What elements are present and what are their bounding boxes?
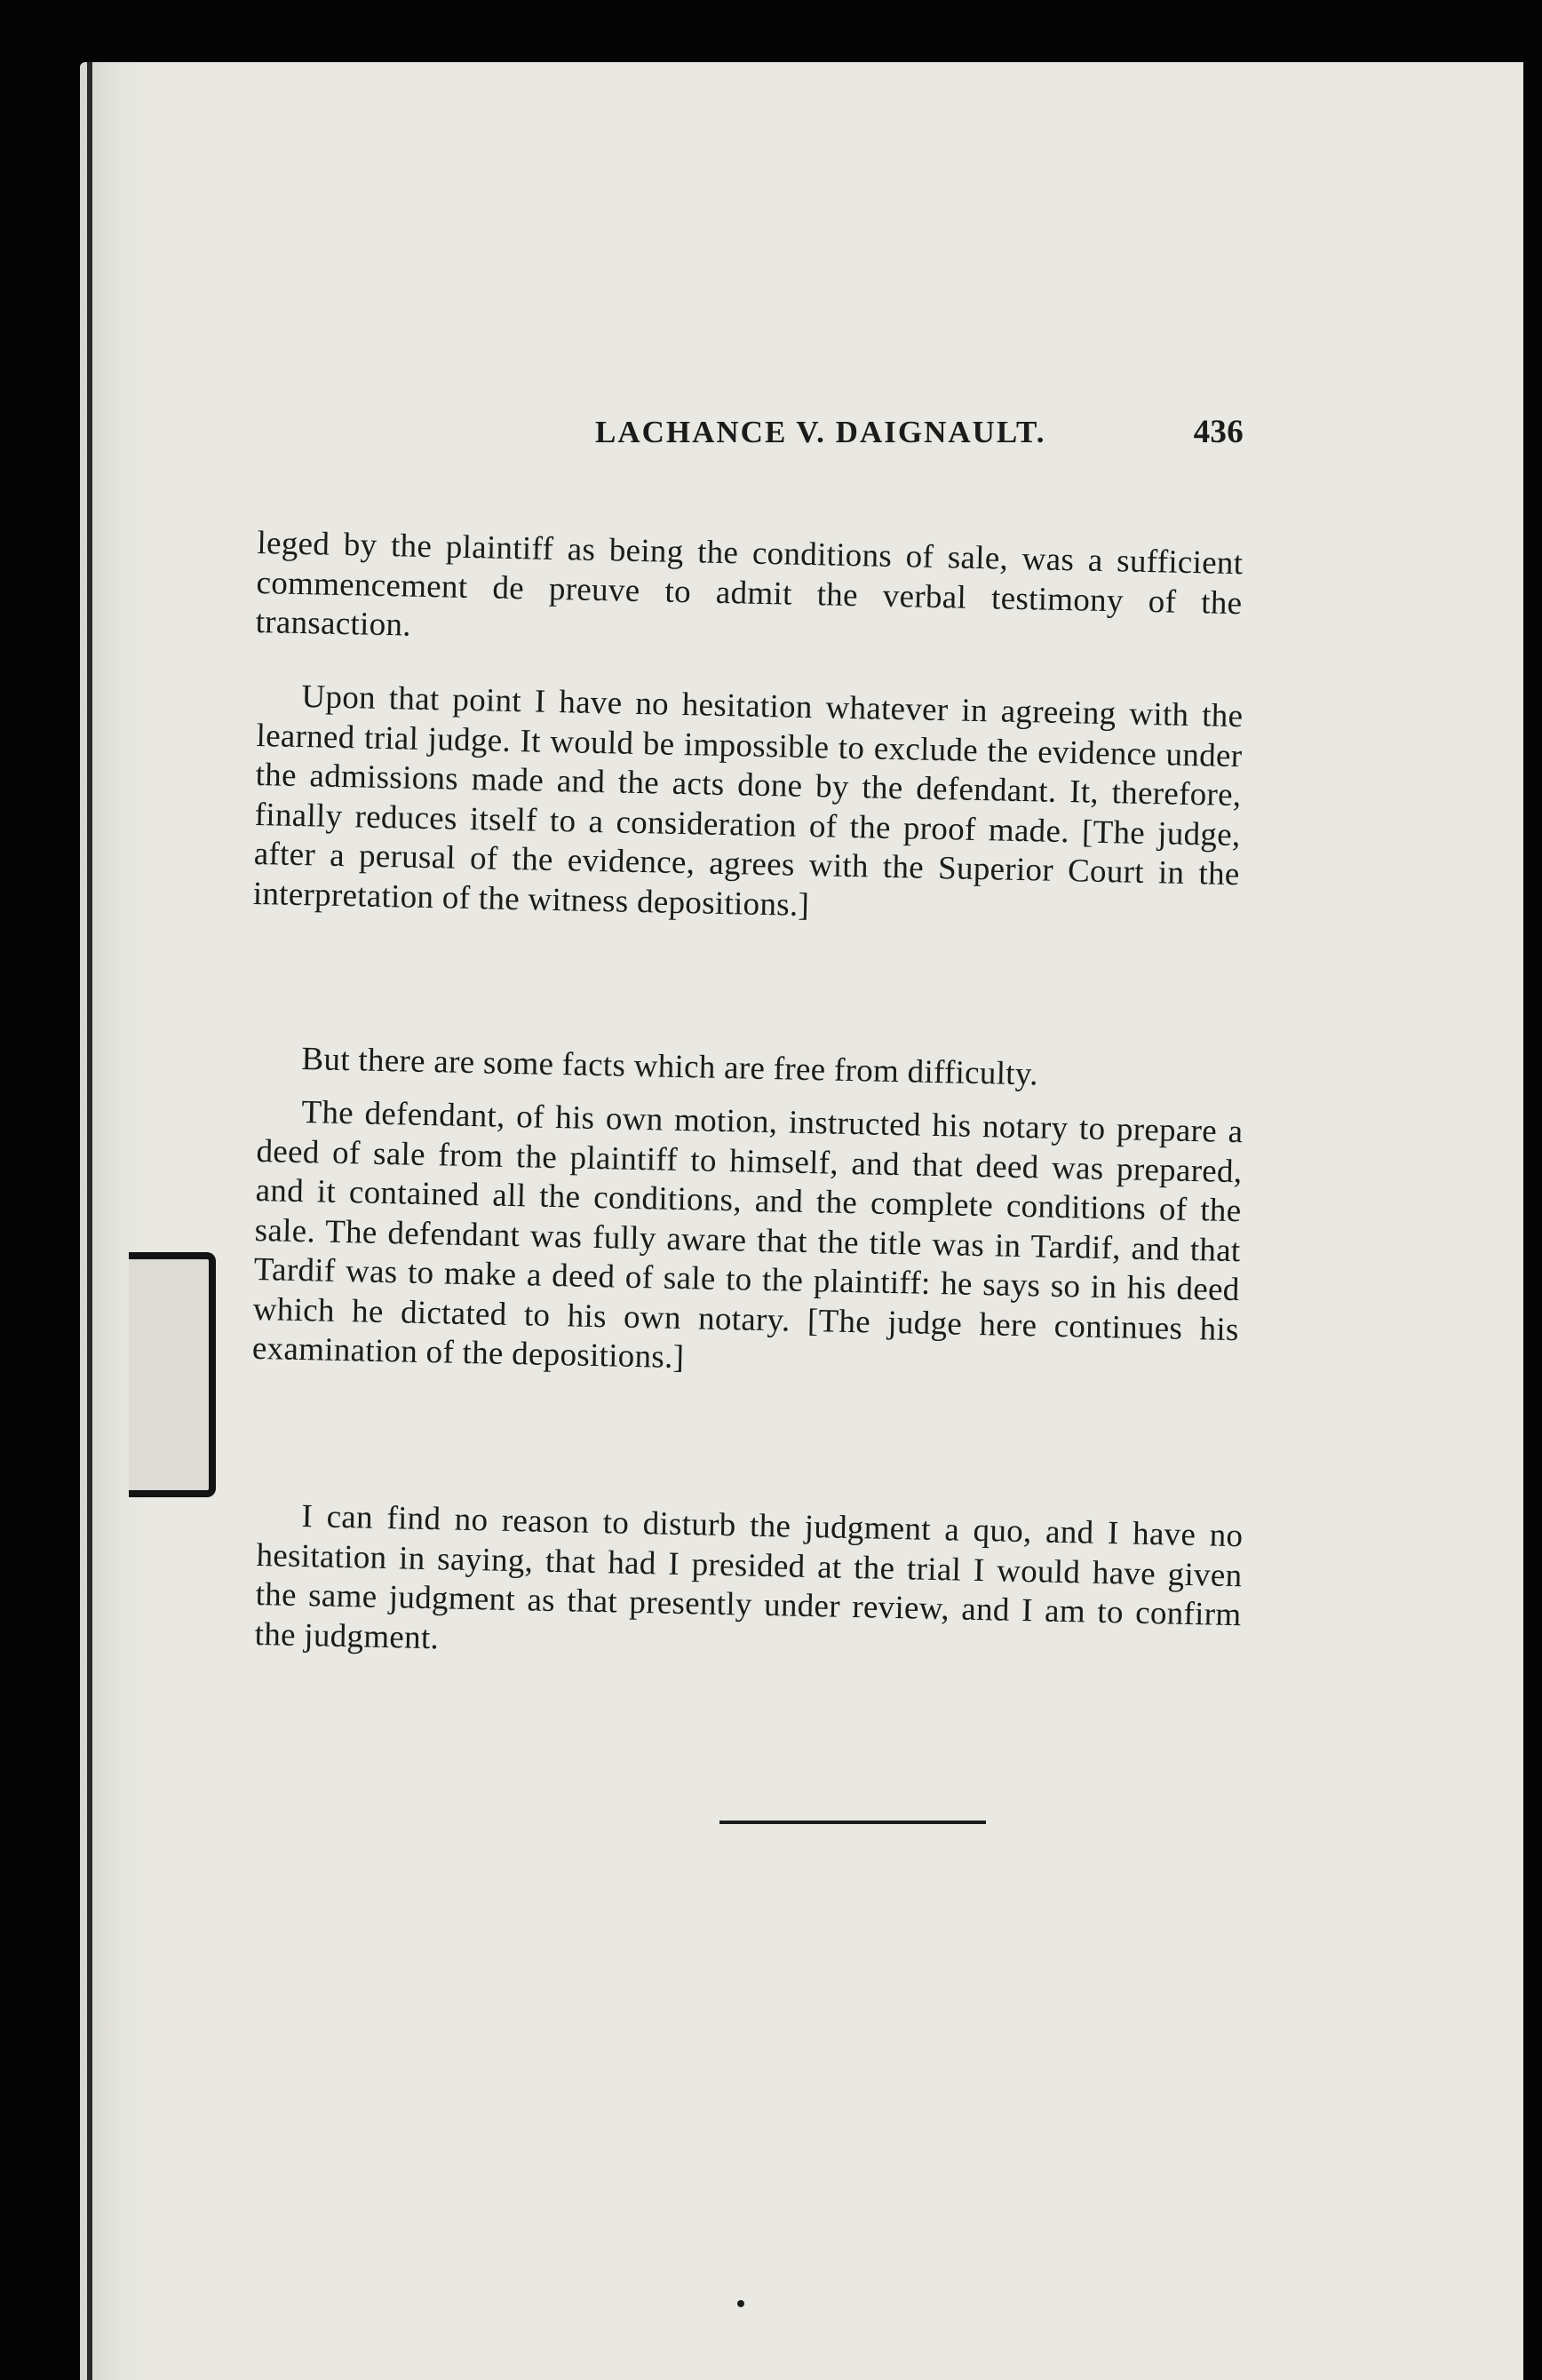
paragraph-1: leged by the plaintiff as being the conditions of sale, was a sufficient commencement de preuve to admit the verbal testimony of the transaction. [255,524,1244,644]
paragraph-3: But there are some facts which are free from difficulty. [301,1041,1039,1093]
paragraph-2: Upon that point I have no hesitation whatever in agreeing with the learned trial judge. It would be impossible to exclude the evidence under the admissions made and the acts done by the defendant. It, therefore, finally reduces itself to a consideration of the proof made. [The judge, after a perusal of the evidence, agrees with the Superior Court in the interpretation of the witness depositions.] [252,678,1244,924]
page-number: 436 [1193,414,1244,450]
page-gutter [80,62,142,2380]
running-title: LACHANCE V. DAIGNAULT. [595,415,1046,449]
binding-tab [129,1252,216,1497]
paragraph-4: The defendant, of his own motion, instructed his notary to prepare a deed of sale from the plaintiff to himself, and that deed was prepared, and it contained all the conditions, and the complete conditions of the sale. The defendant was fully aware that the title was in Tardif, and that Tardif was to make a deed of sale to the plaintiff: he says so in his deed which he dictated to his own notary. [The judge here continues his examination of the depositions.] [251,1094,1244,1376]
paragraph-5: I can find no reason to disturb the judgment a quo, and I have no hesitation in saying, that had I presided at the trial I would have given the same judgment as that presently under review, and I am to confirm the judgment. [254,1498,1244,1656]
book-page [80,62,1523,2380]
running-head [258,413,1244,457]
ink-speck [737,2300,744,2307]
section-divider [719,1821,986,1824]
